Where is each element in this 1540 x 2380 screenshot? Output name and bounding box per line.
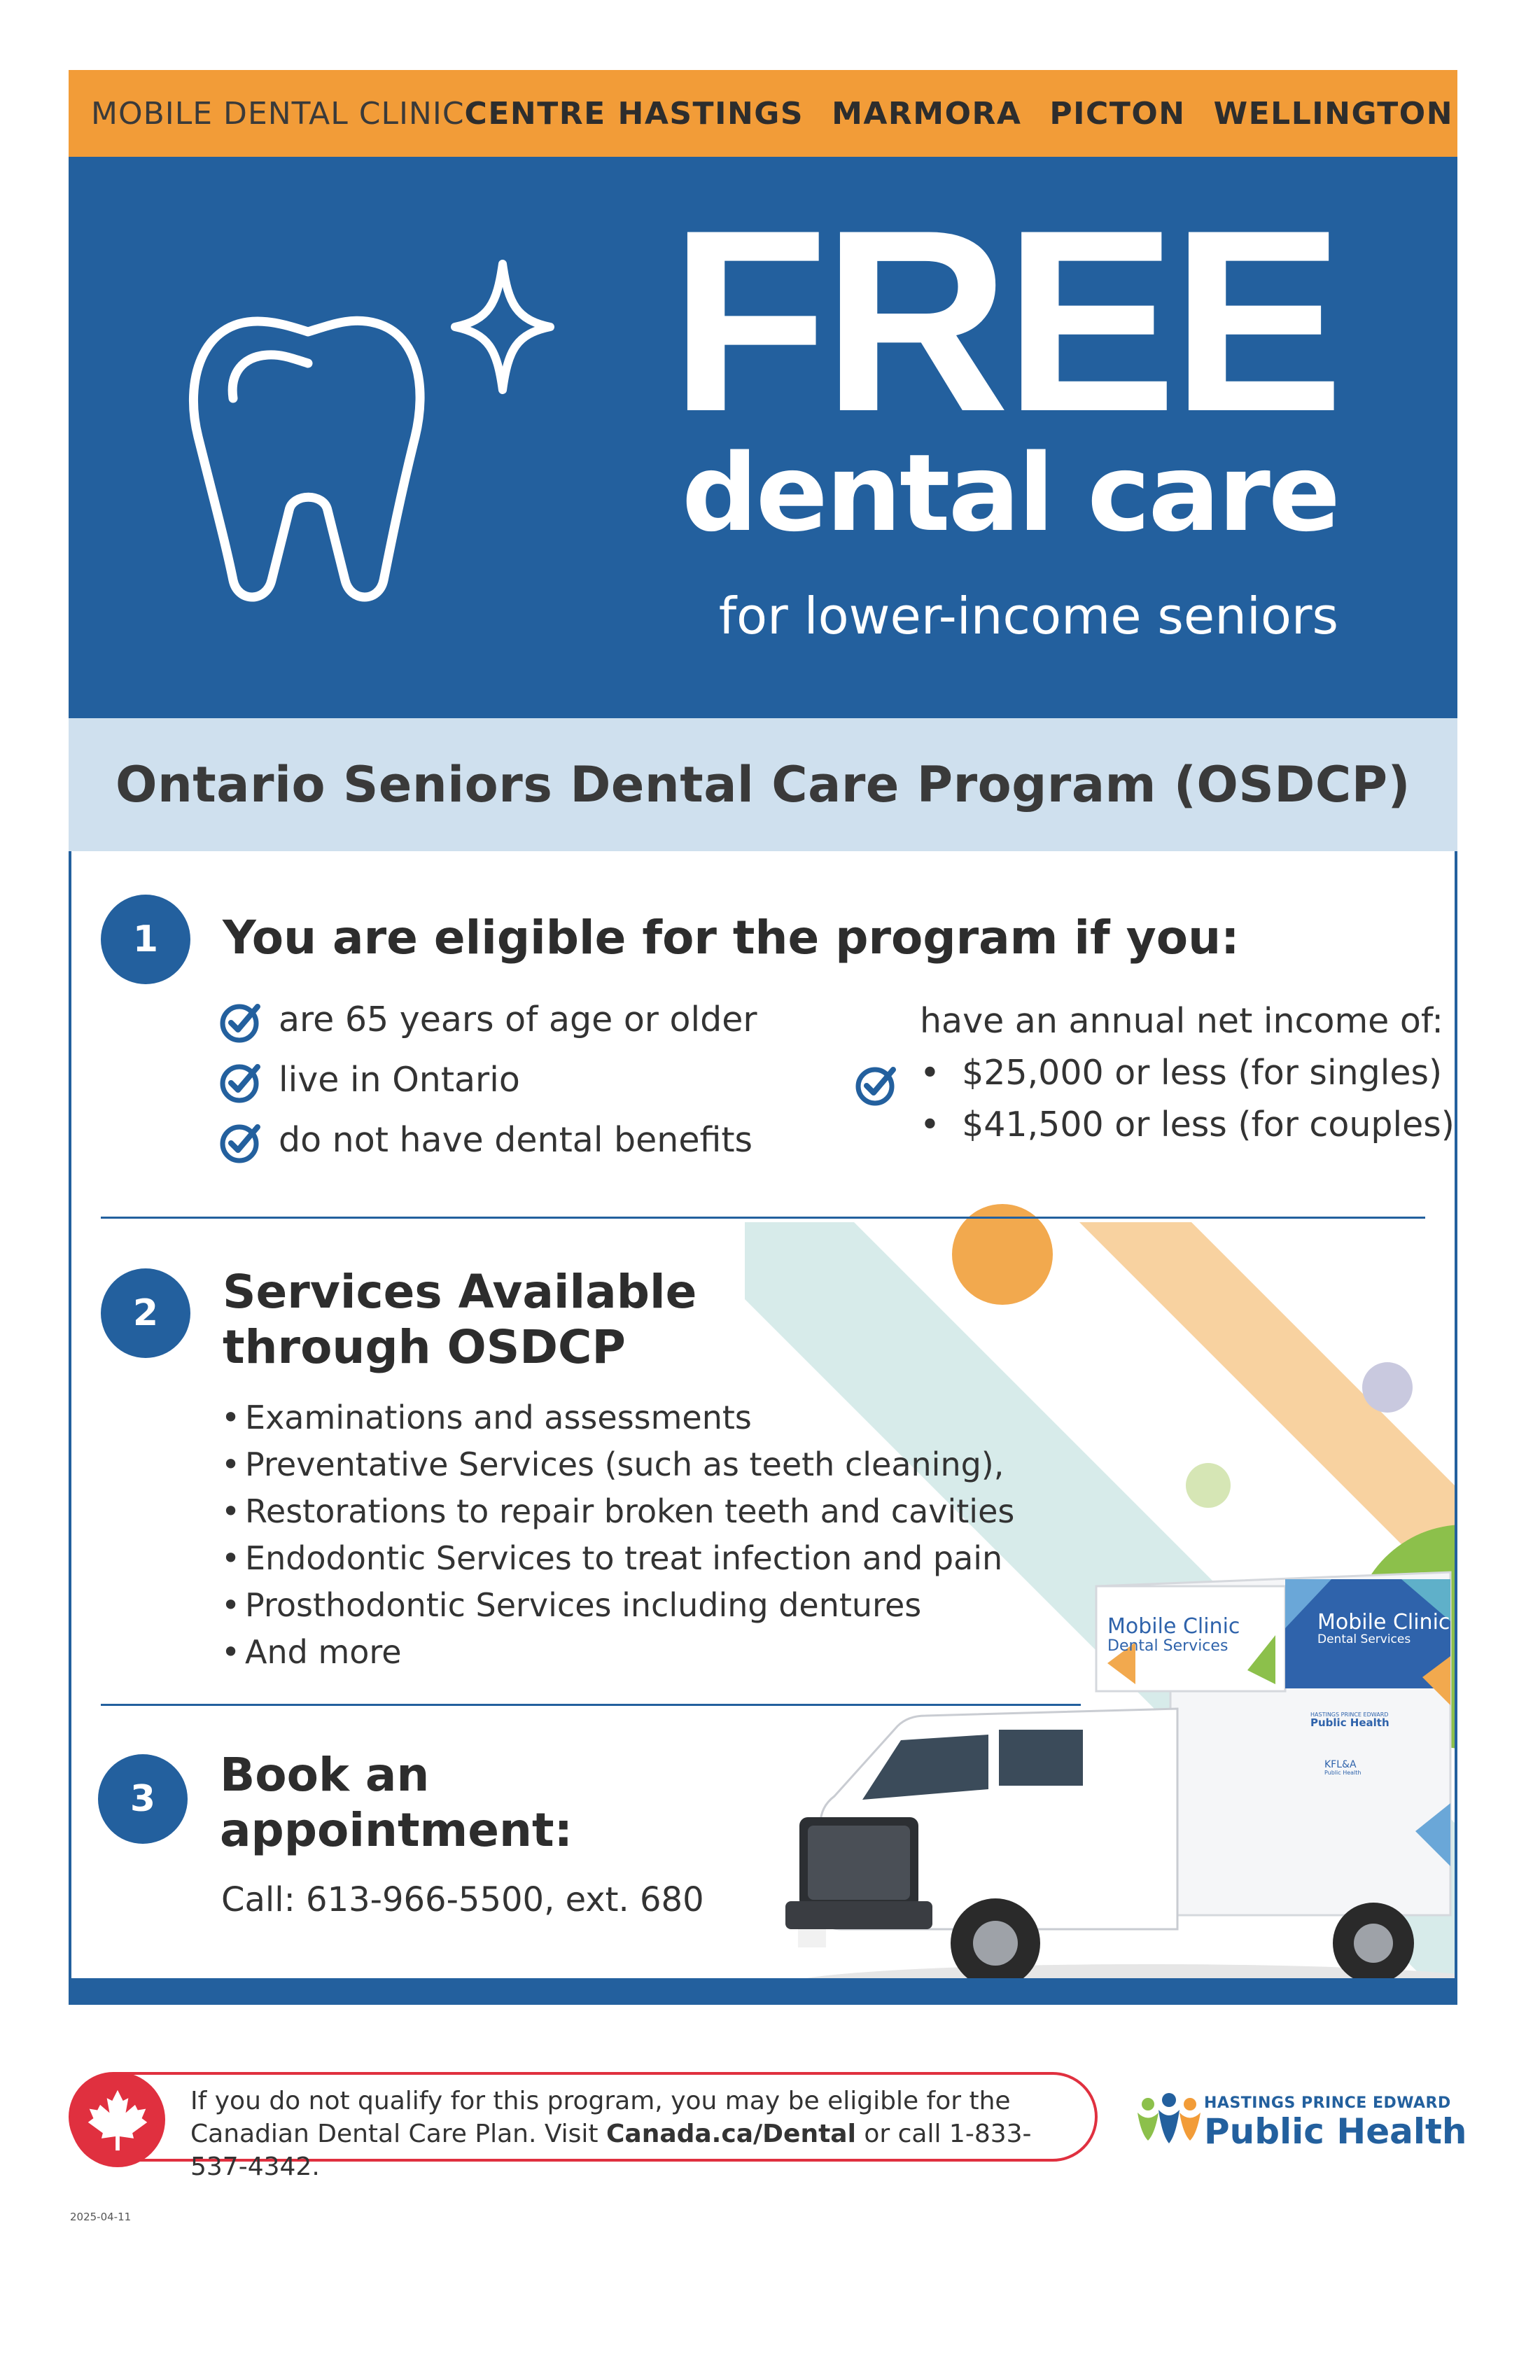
truck-label-line: Mobile Clinic bbox=[1107, 1614, 1240, 1639]
section-title-line: Book an bbox=[220, 1748, 430, 1802]
income-item: • $25,000 or less (for singles) bbox=[920, 1053, 1443, 1093]
section-title bbox=[220, 1747, 573, 1858]
truck-label-line: Dental Services bbox=[1107, 1637, 1228, 1655]
content-bottom-bar bbox=[69, 1978, 1457, 2005]
check-circle-icon bbox=[218, 1060, 263, 1105]
truck-label-line: Dental Services bbox=[1317, 1632, 1411, 1646]
service-item: • Restorations to repair broken teeth and cavities bbox=[221, 1488, 1014, 1535]
check-circle-icon bbox=[854, 1063, 899, 1107]
hero-headline: FREE bbox=[670, 176, 1338, 465]
section-title-line: through OSDCP bbox=[223, 1320, 626, 1375]
truck-logo-line: KFL&A bbox=[1324, 1759, 1357, 1770]
income-value: $25,000 or less (for singles) bbox=[962, 1053, 1443, 1093]
truck-logo-hpe bbox=[1310, 1712, 1390, 1729]
section-title-line: Services Available bbox=[223, 1265, 697, 1319]
check-circle-icon bbox=[218, 1000, 263, 1044]
logo-name: Public Health bbox=[1204, 2111, 1467, 2152]
town-name: MARMORA bbox=[832, 95, 1022, 132]
maple-leaf-icon bbox=[84, 2086, 151, 2153]
step-number: 1 bbox=[101, 895, 190, 984]
section-title bbox=[223, 1264, 696, 1375]
town-name: PICTON bbox=[1049, 95, 1186, 132]
service-item: • Endodontic Services to treat infection and pain bbox=[221, 1535, 1014, 1582]
tooth-sparkle-icon bbox=[153, 251, 587, 643]
check-circle-icon bbox=[218, 1120, 263, 1165]
truck-side-label bbox=[1317, 1611, 1450, 1646]
content-panel bbox=[69, 851, 1457, 1998]
town-name: CENTRE HASTINGS bbox=[464, 95, 804, 132]
truck-logo-line: Public Health bbox=[1310, 1716, 1390, 1730]
cdcp-link[interactable]: Canada.ca/Dental bbox=[606, 2120, 856, 2148]
income-intro: have an annual net income of: bbox=[920, 1001, 1443, 1041]
truck-label-line: Mobile Clinic bbox=[1317, 1610, 1450, 1634]
truck-logo-kfla bbox=[1324, 1760, 1362, 1776]
document-date: 2025-04-11 bbox=[70, 2211, 132, 2223]
truck-box-label bbox=[1107, 1616, 1240, 1654]
income-item: • $41,500 or less (for couples) bbox=[920, 1105, 1455, 1144]
clinic-label: MOBILE DENTAL CLINIC bbox=[91, 95, 465, 132]
truck-logo-line: HASTINGS PRINCE EDWARD bbox=[1310, 1712, 1389, 1718]
maple-leaf-badge bbox=[70, 2072, 165, 2167]
mobile-clinic-truck bbox=[757, 1537, 1455, 1998]
public-health-logo bbox=[1134, 2079, 1467, 2156]
program-title: Ontario Seniors Dental Care Program (OSDCP) bbox=[115, 756, 1411, 813]
section-title: You are eligible for the program if you: bbox=[223, 911, 1240, 965]
service-item: • Prosthodontic Services including dentures bbox=[221, 1582, 1014, 1629]
logo-org-line: HASTINGS PRINCE EDWARD bbox=[1204, 2094, 1451, 2112]
service-item: • Preventative Services (such as teeth cleaning), bbox=[221, 1441, 1014, 1488]
town-list bbox=[465, 96, 1453, 132]
hero-audience: for lower-income seniors bbox=[718, 587, 1338, 645]
hero-subheadline: dental care bbox=[681, 431, 1338, 555]
phone-number: Call: 613-966-5500, ext. 680 bbox=[221, 1880, 704, 1919]
divider bbox=[101, 1217, 1425, 1219]
section-title-line: appointment: bbox=[220, 1803, 573, 1858]
service-item: • Examinations and assessments bbox=[221, 1394, 1014, 1441]
people-logo-icon bbox=[1134, 2092, 1204, 2148]
step-number: 2 bbox=[101, 1268, 190, 1358]
truck-logo-line: Public Health bbox=[1324, 1769, 1362, 1776]
cdcp-text: If you do not qualify for this program, you may be eligible for the Canadian Dental Care Plan. Visit Canada.ca/Dental or call 1-833-537-4342. bbox=[190, 2087, 1032, 2181]
town-name: WELLINGTON bbox=[1213, 95, 1454, 132]
criteria-item: are 65 years of age or older bbox=[279, 1000, 757, 1040]
criteria-item: live in Ontario bbox=[279, 1060, 520, 1100]
step-number: 3 bbox=[98, 1754, 188, 1844]
program-banner bbox=[69, 718, 1457, 851]
service-item: • And more bbox=[221, 1629, 1014, 1676]
header-strip bbox=[69, 70, 1457, 157]
hero-banner bbox=[69, 157, 1457, 718]
income-value: $41,500 or less (for couples) bbox=[962, 1105, 1455, 1144]
criteria-item: do not have dental benefits bbox=[279, 1120, 753, 1160]
